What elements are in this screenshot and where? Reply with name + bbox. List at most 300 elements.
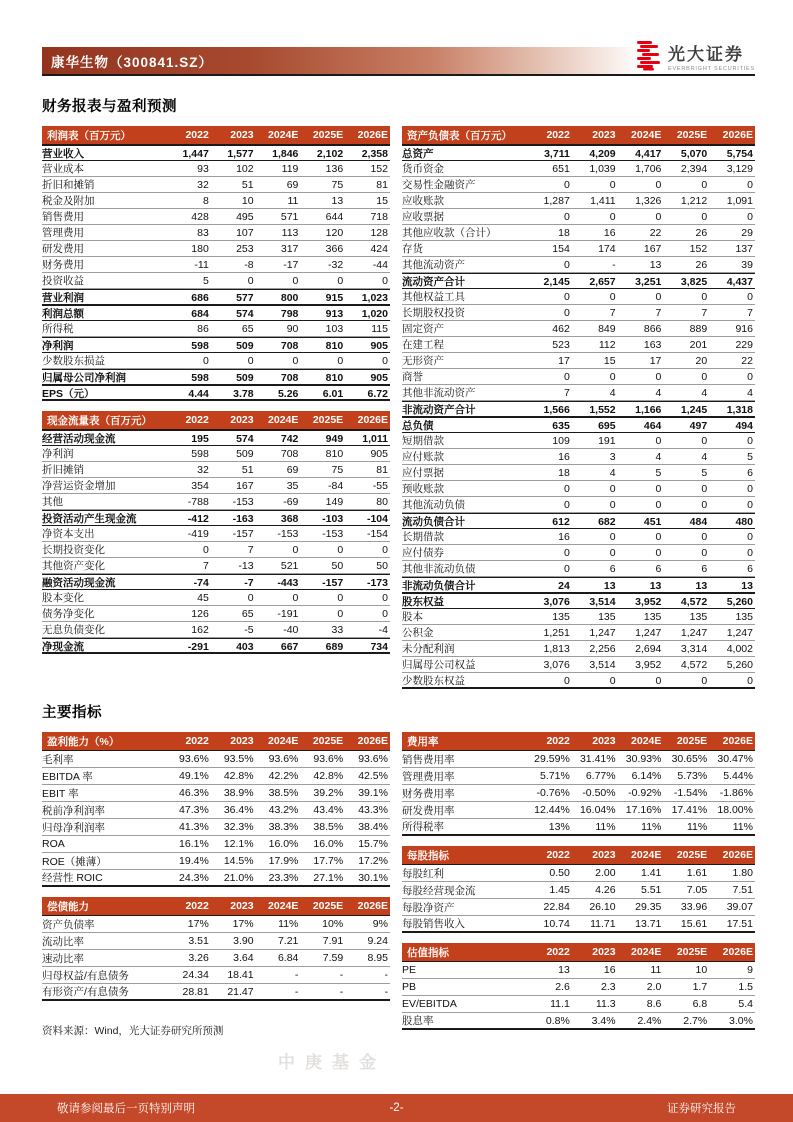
row-value: -157 bbox=[232, 527, 254, 540]
table-row bbox=[42, 337, 390, 353]
row-value: 849 bbox=[598, 322, 616, 335]
row-value: 45 bbox=[197, 591, 209, 604]
row-label: 交易性金融资产 bbox=[402, 179, 476, 191]
table-row bbox=[42, 273, 390, 289]
row-value: 695 bbox=[598, 419, 616, 432]
row-value: 2.3 bbox=[600, 981, 616, 993]
row-value: 571 bbox=[280, 210, 299, 223]
row-value: 0 bbox=[701, 210, 708, 223]
row-value: 7.21 bbox=[277, 935, 299, 947]
row-label: 净资本支出 bbox=[42, 528, 95, 540]
row-value: 39 bbox=[741, 258, 753, 271]
row-value: 23.3% bbox=[268, 871, 299, 884]
row-value: 90 bbox=[286, 322, 299, 335]
table-row bbox=[42, 933, 390, 950]
row-value: 174 bbox=[598, 242, 616, 255]
row-label: 少数股东权益 bbox=[402, 675, 465, 687]
row-value: 17.2% bbox=[358, 855, 388, 867]
row-value: 0 bbox=[655, 370, 662, 383]
row-value: 65 bbox=[241, 322, 254, 335]
year-column-header: 2022 bbox=[546, 129, 570, 141]
row-value: 0 bbox=[609, 482, 616, 495]
year-column-header: 2024E bbox=[631, 129, 662, 141]
row-value: 0 bbox=[337, 543, 344, 556]
row-label: 每股红利 bbox=[402, 867, 444, 880]
year-column-header: 2026E bbox=[722, 129, 753, 141]
row-value: 47.3% bbox=[179, 804, 209, 816]
row-value: 3.26 bbox=[188, 952, 209, 964]
table-header bbox=[42, 732, 390, 751]
row-value: 0 bbox=[202, 354, 209, 367]
table-row bbox=[42, 289, 390, 305]
row-value: 38.9% bbox=[223, 787, 254, 799]
row-value: -443 bbox=[277, 576, 299, 589]
row-label: EBIT 率 bbox=[42, 787, 79, 800]
row-value: 1.7 bbox=[692, 981, 708, 993]
row-value: 598 bbox=[191, 447, 209, 460]
row-value: 0 bbox=[747, 546, 753, 559]
row-value: 0 bbox=[563, 674, 570, 687]
row-value: 4,572 bbox=[680, 658, 708, 671]
table-row bbox=[42, 385, 390, 401]
table-row bbox=[402, 802, 755, 819]
row-value: 2.6 bbox=[555, 981, 570, 993]
table-row bbox=[402, 177, 755, 193]
table-row bbox=[42, 574, 390, 590]
row-value: 5,070 bbox=[680, 147, 708, 160]
row-label: 商誉 bbox=[402, 371, 423, 383]
row-value: 13 bbox=[603, 579, 616, 592]
row-label: 其他流动资产 bbox=[402, 259, 465, 271]
table-row bbox=[42, 145, 390, 161]
row-value: 162 bbox=[191, 623, 209, 636]
table-row bbox=[402, 751, 755, 768]
row-label: 速动比率 bbox=[42, 952, 84, 965]
row-value: 6.77% bbox=[585, 770, 616, 782]
table-title: 费用率 bbox=[407, 735, 439, 748]
row-value: 3,952 bbox=[635, 658, 662, 671]
row-value: 810 bbox=[325, 339, 344, 352]
year-column-header: 2024E bbox=[631, 849, 662, 861]
row-value: 1,039 bbox=[589, 162, 616, 175]
row-value: 5.4 bbox=[738, 998, 753, 1010]
row-value: -0.76% bbox=[536, 787, 570, 799]
year-column-header: 2026E bbox=[357, 735, 388, 747]
table-row bbox=[402, 882, 755, 899]
table-row bbox=[42, 510, 390, 526]
table-row bbox=[402, 785, 755, 802]
row-value: 6 bbox=[701, 562, 708, 575]
row-value: 734 bbox=[370, 640, 388, 653]
row-value: 29 bbox=[741, 226, 753, 239]
row-value: 12.44% bbox=[534, 804, 570, 816]
table-row bbox=[402, 257, 755, 273]
row-value: 2,102 bbox=[316, 147, 344, 160]
row-label: 有形资产/有息债务 bbox=[42, 986, 129, 998]
row-value: 17.9% bbox=[268, 855, 299, 867]
row-value: 0 bbox=[337, 354, 344, 367]
row-value: 26.10 bbox=[589, 901, 616, 913]
row-value: 495 bbox=[236, 210, 254, 223]
table-row bbox=[402, 529, 755, 545]
row-value: 451 bbox=[643, 515, 662, 528]
per-share-table bbox=[402, 846, 755, 933]
row-label: EPS（元） bbox=[42, 388, 95, 400]
financial-statements-columns bbox=[42, 126, 755, 689]
row-value: -173 bbox=[366, 576, 388, 589]
table-row bbox=[402, 337, 755, 353]
row-value: -1.54% bbox=[673, 787, 708, 799]
table-row bbox=[42, 321, 390, 337]
row-label: 公积金 bbox=[402, 627, 434, 639]
row-value: -40 bbox=[283, 623, 299, 636]
row-value: 913 bbox=[325, 307, 344, 320]
row-value: -103 bbox=[322, 512, 344, 525]
row-value: 708 bbox=[280, 339, 299, 352]
year-column-header: 2026E bbox=[722, 735, 753, 747]
row-value: -419 bbox=[187, 527, 209, 540]
row-value: 644 bbox=[325, 210, 344, 223]
row-value: 11% bbox=[686, 820, 708, 833]
row-value: -153 bbox=[277, 527, 299, 540]
table-header bbox=[402, 943, 755, 962]
row-value: 0 bbox=[609, 546, 616, 559]
row-label: 每股经营现金流 bbox=[402, 884, 476, 897]
table-row bbox=[42, 768, 390, 785]
row-value: 949 bbox=[325, 432, 344, 445]
row-value: -191 bbox=[277, 607, 299, 620]
row-value: 24.34 bbox=[182, 969, 209, 981]
row-value: - bbox=[294, 985, 299, 998]
row-value: 0 bbox=[609, 178, 616, 191]
table-header bbox=[402, 732, 755, 751]
row-value: 1,247 bbox=[589, 626, 616, 639]
row-value: 16.0% bbox=[268, 838, 299, 850]
row-value: 6.72 bbox=[367, 387, 388, 400]
table-row bbox=[402, 899, 755, 916]
row-value: 0 bbox=[563, 498, 570, 511]
row-value: 32 bbox=[197, 178, 209, 191]
row-value: 577 bbox=[236, 291, 254, 304]
row-value: 16 bbox=[603, 964, 616, 976]
row-label: 毛利率 bbox=[42, 753, 74, 766]
row-value: 574 bbox=[236, 432, 254, 445]
row-value: 509 bbox=[236, 371, 254, 384]
row-value: 135 bbox=[735, 610, 753, 623]
row-label: PE bbox=[402, 964, 417, 976]
row-value: 18.41 bbox=[227, 969, 254, 981]
row-value: - bbox=[339, 969, 344, 981]
row-value: 800 bbox=[280, 291, 299, 304]
row-label: 税金及附加 bbox=[42, 195, 95, 207]
row-value: 7.59 bbox=[322, 952, 344, 964]
row-value: 866 bbox=[643, 322, 662, 335]
table-title: 现金流量表（百万元） bbox=[47, 414, 152, 427]
row-value: 2,256 bbox=[589, 642, 616, 655]
table-row bbox=[402, 305, 755, 321]
row-value: 651 bbox=[552, 162, 570, 175]
row-value: 115 bbox=[371, 322, 388, 335]
everbright-logo bbox=[636, 41, 755, 76]
table-row bbox=[42, 478, 390, 494]
row-value: 16 bbox=[558, 450, 570, 463]
row-label: ROA bbox=[42, 838, 65, 850]
row-value: 7.05 bbox=[686, 884, 708, 896]
row-value: 0 bbox=[247, 354, 254, 367]
row-value: 1,577 bbox=[227, 147, 254, 160]
row-value: -13 bbox=[238, 559, 254, 572]
row-value: 38.3% bbox=[268, 821, 299, 833]
row-value: 3,514 bbox=[589, 658, 616, 671]
row-value: 24.3% bbox=[179, 871, 209, 884]
row-label: 管理费用率 bbox=[402, 770, 455, 783]
row-value: 523 bbox=[552, 338, 570, 351]
row-value: 5.44% bbox=[723, 770, 753, 782]
row-value: 135 bbox=[552, 610, 570, 623]
row-value: 137 bbox=[735, 242, 753, 255]
row-value: 75 bbox=[331, 178, 344, 191]
row-value: 1,318 bbox=[726, 403, 753, 416]
row-value: 0 bbox=[655, 482, 662, 495]
income-statement-table bbox=[42, 126, 390, 401]
row-value: 0 bbox=[382, 274, 388, 287]
row-value: -11 bbox=[194, 258, 209, 271]
row-value: 17% bbox=[187, 918, 209, 930]
table-row bbox=[42, 853, 390, 870]
year-column-header: 2023 bbox=[592, 735, 616, 747]
table-row bbox=[42, 836, 390, 853]
row-label: EBITDA 率 bbox=[42, 770, 93, 783]
row-value: 3.51 bbox=[188, 935, 209, 947]
row-value: 38.5% bbox=[313, 821, 344, 833]
row-label: 应付账款 bbox=[402, 451, 444, 463]
page-content bbox=[42, 95, 755, 1038]
year-column-header: 2026E bbox=[357, 414, 388, 426]
row-value: 13 bbox=[695, 579, 708, 592]
row-value: 3.64 bbox=[233, 952, 254, 964]
table-row bbox=[42, 819, 390, 836]
row-value: -44 bbox=[372, 258, 388, 271]
row-value: 29.59% bbox=[534, 753, 570, 765]
table-row bbox=[402, 979, 755, 996]
row-value: 6 bbox=[747, 562, 753, 575]
stock-title: 康华生物（300841.SZ） bbox=[51, 54, 214, 70]
row-label: 总资产 bbox=[402, 148, 434, 160]
row-value: 1,552 bbox=[589, 403, 616, 416]
row-value: 1,247 bbox=[726, 626, 753, 639]
row-value: 0 bbox=[382, 354, 388, 367]
row-label: 投资收益 bbox=[42, 275, 84, 287]
row-value: 15 bbox=[376, 194, 388, 207]
row-value: 80 bbox=[376, 495, 388, 508]
row-value: 28.81 bbox=[182, 985, 209, 998]
row-value: 93 bbox=[197, 162, 209, 175]
row-label: 股息率 bbox=[402, 1015, 434, 1027]
row-value: 480 bbox=[735, 515, 753, 528]
row-value: 494 bbox=[735, 419, 753, 432]
year-column-header: 2023 bbox=[230, 129, 254, 141]
row-value: -4 bbox=[378, 623, 388, 636]
row-value: 4,002 bbox=[726, 642, 753, 655]
row-label: 存货 bbox=[402, 243, 423, 255]
table-row bbox=[402, 545, 755, 561]
row-value: 684 bbox=[191, 307, 209, 320]
year-column-header: 2025E bbox=[312, 129, 344, 141]
row-value: 2,358 bbox=[361, 147, 388, 160]
row-value: 17 bbox=[649, 354, 662, 367]
table-row bbox=[42, 462, 390, 478]
table-row bbox=[402, 609, 755, 625]
row-value: 0 bbox=[563, 258, 570, 271]
row-value: 5,260 bbox=[726, 658, 753, 671]
row-label: 总负债 bbox=[402, 420, 434, 432]
row-value: 11.71 bbox=[590, 917, 616, 930]
row-value: 120 bbox=[325, 226, 344, 239]
row-value: 689 bbox=[325, 640, 344, 653]
row-value: 0 bbox=[247, 274, 254, 287]
row-value: 4 bbox=[747, 386, 753, 399]
row-value: 152 bbox=[689, 242, 708, 255]
row-value: 0 bbox=[337, 607, 344, 620]
row-value: 83 bbox=[197, 226, 209, 239]
row-value: 462 bbox=[552, 322, 570, 335]
year-column-header: 2022 bbox=[185, 129, 209, 141]
row-value: 1,251 bbox=[543, 626, 570, 639]
row-value: 42.2% bbox=[268, 770, 299, 782]
table-header bbox=[42, 897, 390, 916]
row-value: -788 bbox=[187, 495, 209, 508]
row-value: 7.51 bbox=[732, 884, 753, 896]
row-value: 366 bbox=[325, 242, 344, 255]
row-value: 2,394 bbox=[680, 162, 708, 175]
year-column-header: 2023 bbox=[230, 414, 254, 426]
row-value: 136 bbox=[325, 162, 344, 175]
row-value: 0 bbox=[247, 591, 254, 604]
row-value: 18 bbox=[558, 226, 570, 239]
year-column-header: 2026E bbox=[357, 900, 388, 912]
row-value: 6 bbox=[609, 562, 616, 575]
row-value: 4 bbox=[655, 386, 662, 399]
row-value: 3,314 bbox=[680, 642, 708, 655]
row-label: EV/EBITDA bbox=[402, 998, 457, 1010]
row-value: 1,846 bbox=[272, 147, 299, 160]
table-row bbox=[402, 449, 755, 465]
row-value: 3,076 bbox=[543, 658, 570, 671]
footer-disclaimer: 敬请参阅最后一页特别声明 bbox=[57, 1103, 195, 1115]
row-value: 113 bbox=[281, 226, 299, 239]
row-value: 36.4% bbox=[223, 804, 254, 816]
row-value: 39.2% bbox=[313, 787, 344, 799]
row-value: 75 bbox=[331, 463, 344, 476]
row-value: 4,209 bbox=[589, 147, 616, 160]
year-column-header: 2024E bbox=[268, 900, 299, 912]
row-value: 6 bbox=[747, 466, 753, 479]
row-value: 905 bbox=[370, 339, 388, 352]
report-title-bar bbox=[42, 47, 642, 74]
row-label: 无息负债变化 bbox=[42, 624, 105, 636]
row-label: 投资活动产生现金流 bbox=[42, 513, 137, 525]
row-label: 经营性 ROIC bbox=[42, 872, 103, 884]
row-value: 11 bbox=[650, 964, 662, 976]
row-value: 16.1% bbox=[179, 838, 209, 850]
row-label: 无形资产 bbox=[402, 355, 444, 367]
table-row bbox=[42, 916, 390, 933]
row-value: 1,326 bbox=[635, 194, 662, 207]
row-value: 103 bbox=[325, 322, 344, 335]
table-row bbox=[402, 161, 755, 177]
row-value: 30.47% bbox=[717, 753, 753, 765]
row-value: 20 bbox=[695, 354, 708, 367]
row-value: 22 bbox=[741, 354, 753, 367]
row-label: 所得税 bbox=[42, 323, 74, 335]
year-column-header: 2025E bbox=[312, 414, 344, 426]
row-value: 1,245 bbox=[680, 403, 708, 416]
row-value: 6.01 bbox=[322, 387, 344, 400]
row-label: 其他非流动资产 bbox=[402, 387, 476, 399]
row-value: 13.71 bbox=[635, 917, 662, 930]
row-value: 38.4% bbox=[358, 821, 388, 833]
row-value: 1.45 bbox=[549, 884, 570, 896]
row-value: 1,287 bbox=[543, 194, 570, 207]
row-value: 6 bbox=[655, 562, 662, 575]
solvency-table bbox=[42, 897, 390, 1001]
row-value: 14.5% bbox=[223, 855, 254, 867]
year-column-header: 2023 bbox=[592, 946, 616, 958]
row-label: 其他流动负债 bbox=[402, 499, 465, 511]
row-value: 1,411 bbox=[590, 194, 616, 207]
row-value: 1,247 bbox=[635, 626, 662, 639]
logo-text-cn: 光大证券 bbox=[668, 44, 744, 64]
year-column-header: 2024E bbox=[631, 735, 662, 747]
table-row bbox=[42, 751, 390, 768]
row-value: 8.95 bbox=[367, 952, 388, 964]
row-value: 4 bbox=[609, 386, 616, 399]
row-value: 8.6 bbox=[646, 998, 662, 1010]
row-label: 归母权益/有息债务 bbox=[42, 969, 129, 982]
row-value: 521 bbox=[280, 559, 299, 572]
row-value: 43.3% bbox=[358, 804, 388, 816]
row-value: 65 bbox=[241, 607, 254, 620]
row-value: -5 bbox=[244, 623, 254, 636]
row-value: 42.5% bbox=[358, 770, 388, 782]
row-value: -163 bbox=[232, 512, 254, 525]
row-label: 每股净资产 bbox=[402, 901, 455, 914]
row-value: 889 bbox=[689, 322, 708, 335]
row-value: 46.3% bbox=[179, 787, 209, 799]
year-column-header: 2023 bbox=[592, 849, 616, 861]
table-title: 偿债能力 bbox=[47, 900, 89, 913]
row-value: 180 bbox=[191, 242, 209, 255]
row-value: 0 bbox=[655, 178, 662, 191]
row-value: 810 bbox=[325, 447, 344, 460]
table-row bbox=[42, 950, 390, 967]
row-value: 0 bbox=[563, 290, 570, 303]
row-value: 3.0% bbox=[729, 1014, 753, 1027]
row-label: 营业成本 bbox=[42, 163, 84, 175]
table-title: 估值指标 bbox=[407, 946, 449, 959]
row-value: 354 bbox=[191, 479, 209, 492]
row-value: -69 bbox=[283, 495, 299, 508]
row-value: 4 bbox=[655, 450, 662, 463]
year-column-header: 2022 bbox=[185, 900, 209, 912]
row-value: 13 bbox=[558, 964, 570, 976]
table-row bbox=[42, 606, 390, 622]
row-value: - bbox=[384, 969, 388, 981]
row-label: 管理费用 bbox=[42, 227, 84, 239]
table-row bbox=[402, 625, 755, 641]
row-label: 在建工程 bbox=[402, 339, 444, 351]
row-value: 69 bbox=[286, 178, 299, 191]
